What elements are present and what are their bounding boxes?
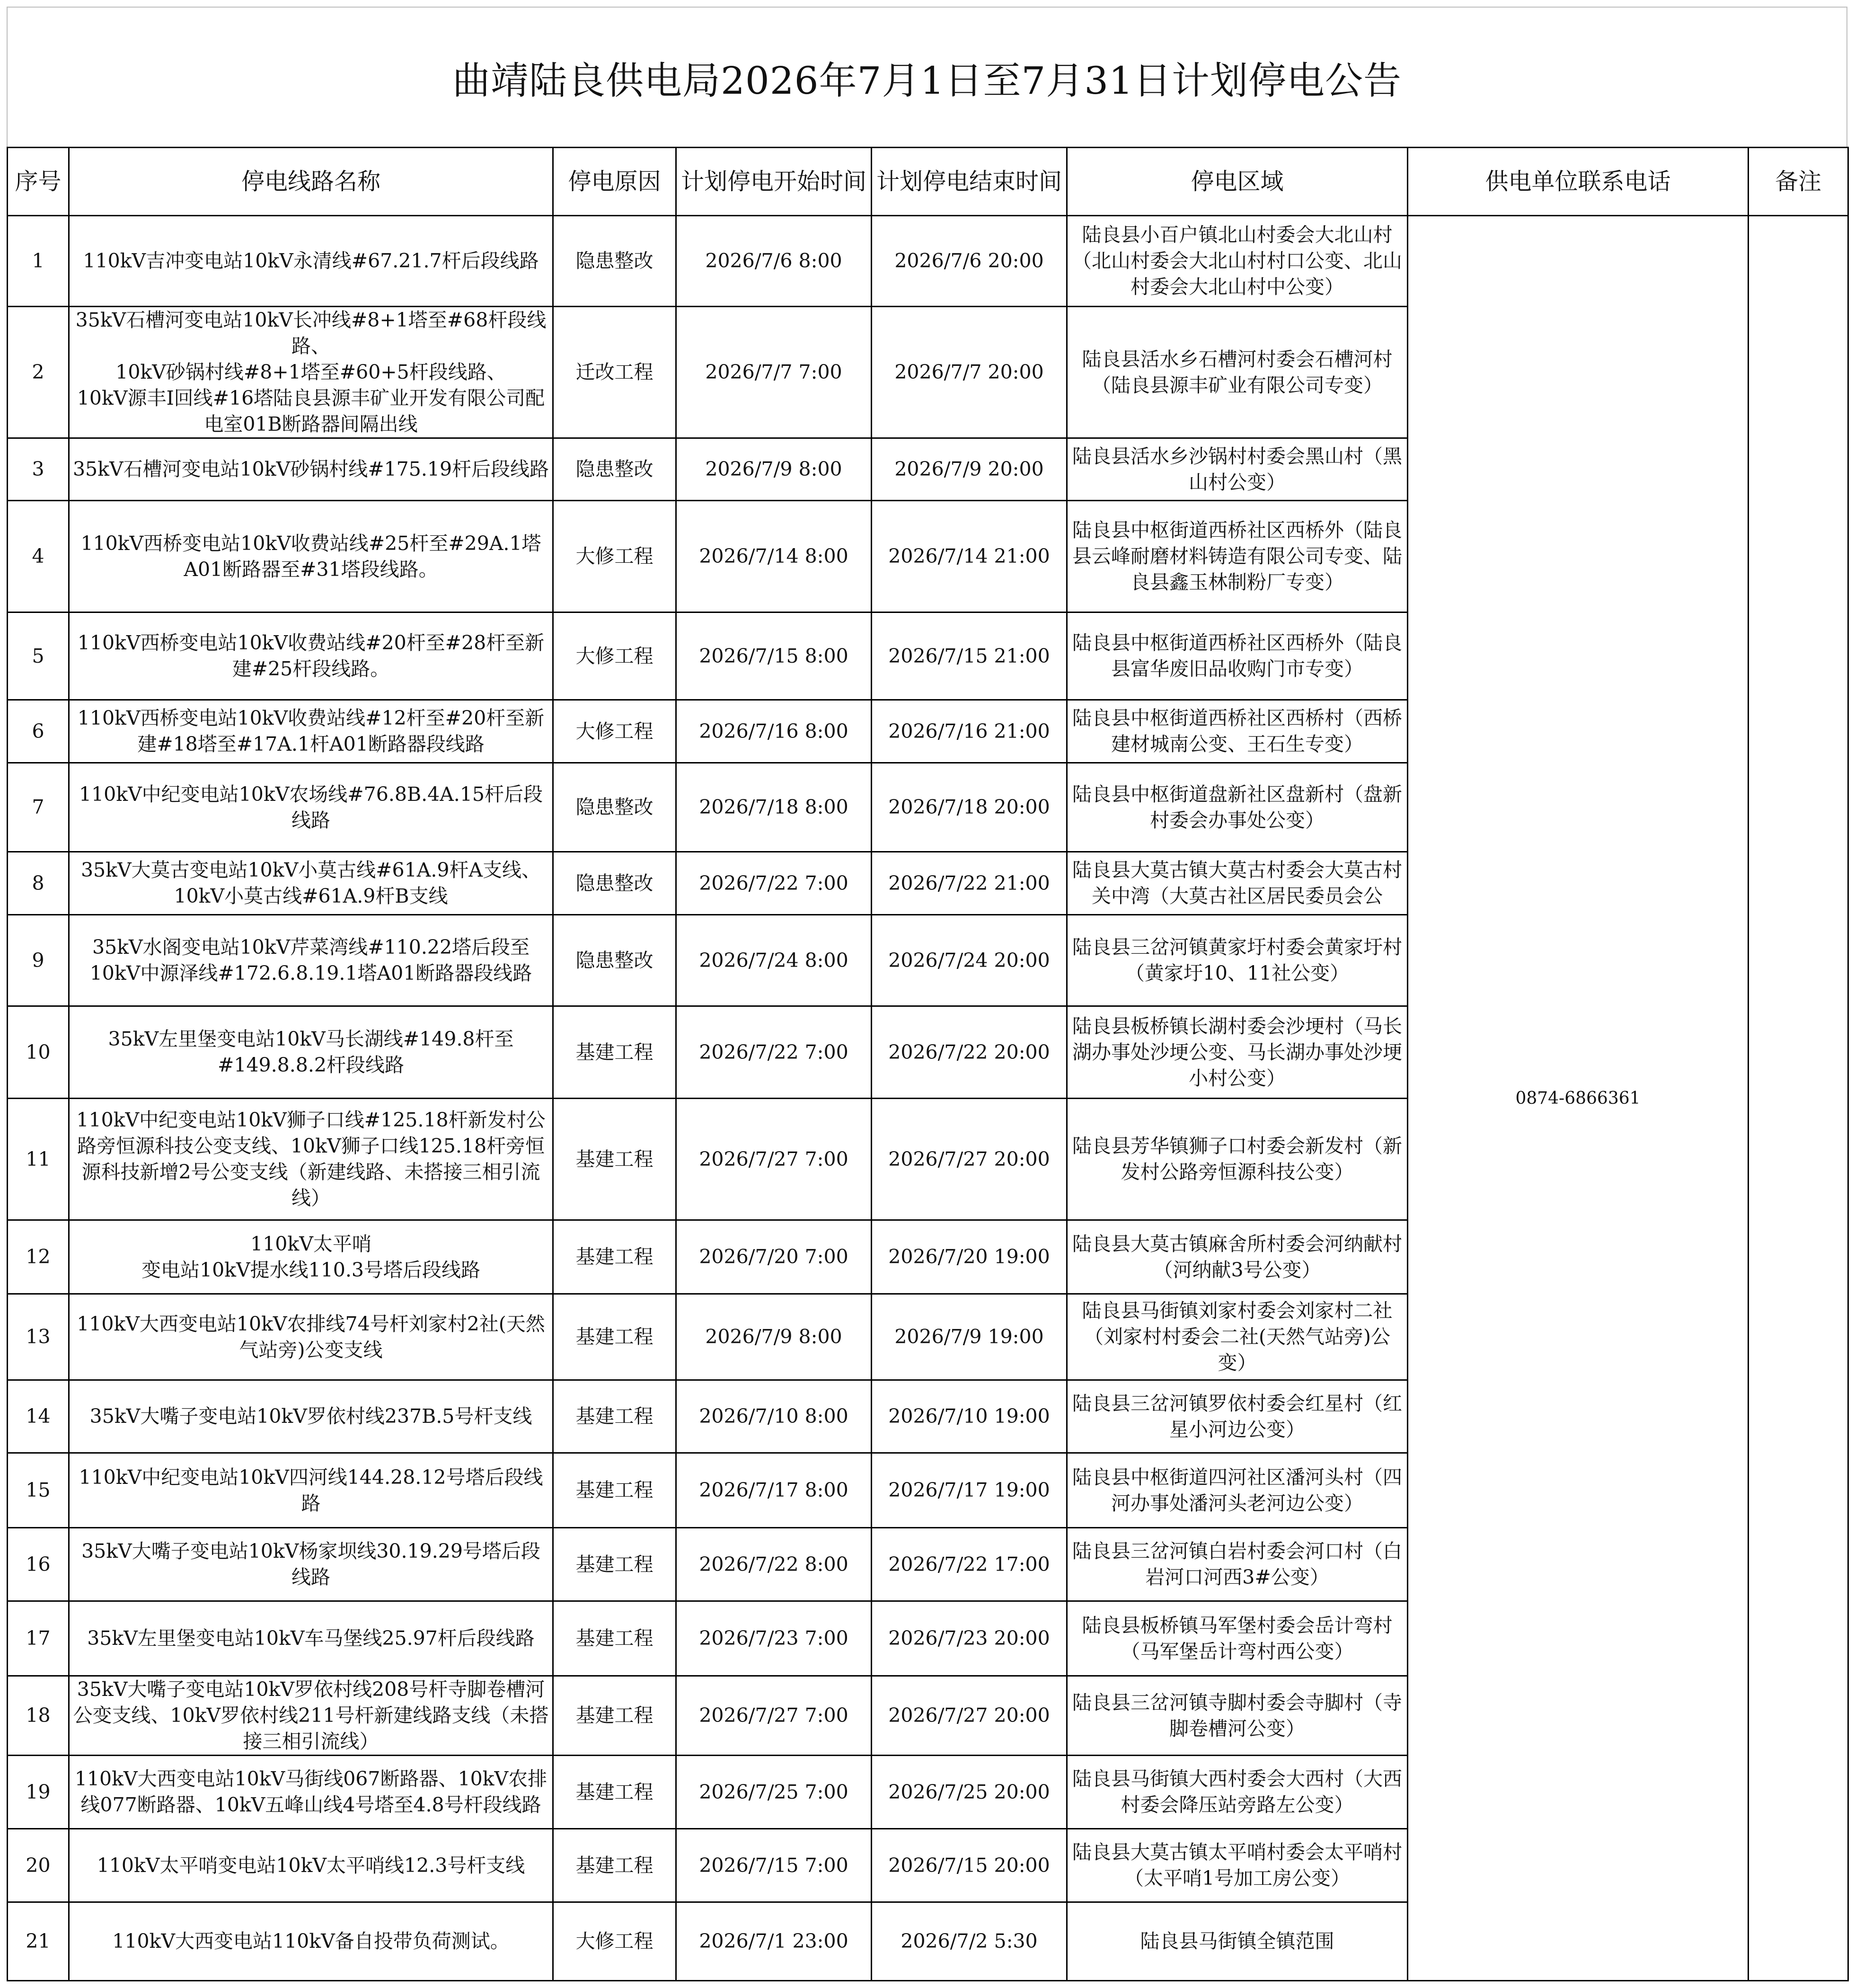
cell-end-time: 2026/7/14 21:00	[872, 501, 1067, 612]
cell-line-name: 110kV太平哨变电站10kV太平哨线12.3号杆支线	[69, 1829, 553, 1902]
header-end: 计划停电结束时间	[872, 148, 1067, 216]
cell-seq: 6	[8, 700, 69, 763]
cell-remark	[1749, 216, 1848, 1981]
cell-seq: 20	[8, 1829, 69, 1902]
cell-start-time: 2026/7/27 7:00	[676, 1099, 872, 1220]
cell-contact-phone: 0874-6866361	[1408, 216, 1749, 1981]
cell-start-time: 2026/7/1 23:00	[676, 1902, 872, 1981]
title-box	[7, 7, 1847, 147]
cell-end-time: 2026/7/18 20:00	[872, 763, 1067, 852]
cell-area: 陆良县小百户镇北山村委会大北山村（北山村委会大北山村村口公变、北山村委会大北山村中公变）	[1067, 216, 1408, 307]
cell-end-time: 2026/7/27 20:00	[872, 1099, 1067, 1220]
cell-seq: 1	[8, 216, 69, 307]
cell-start-time: 2026/7/27 7:00	[676, 1676, 872, 1756]
cell-reason: 基建工程	[553, 1756, 676, 1829]
cell-start-time: 2026/7/23 7:00	[676, 1601, 872, 1676]
cell-seq: 13	[8, 1294, 69, 1380]
cell-reason: 基建工程	[553, 1528, 676, 1601]
cell-area: 陆良县中枢街道西桥社区西桥村（西桥建材城南公变、王石生专变）	[1067, 700, 1408, 763]
cell-reason: 隐患整改	[553, 852, 676, 915]
cell-end-time: 2026/7/20 19:00	[872, 1220, 1067, 1294]
outage-table	[7, 147, 1849, 1981]
cell-area: 陆良县大莫古镇麻舍所村委会河纳献村（河纳献3号公变）	[1067, 1220, 1408, 1294]
cell-line-name: 35kV水阁变电站10kV芹菜湾线#110.22塔后段至10kV中源泽线#172.6.8.19.1塔A01断路器段线路	[69, 915, 553, 1006]
cell-start-time: 2026/7/6 8:00	[676, 216, 872, 307]
cell-reason: 基建工程	[553, 1453, 676, 1528]
cell-reason: 大修工程	[553, 1902, 676, 1981]
cell-reason: 基建工程	[553, 1676, 676, 1756]
cell-area: 陆良县板桥镇长湖村委会沙埂村（马长湖办事处沙埂公变、马长湖办事处沙埂小村公变）	[1067, 1006, 1408, 1099]
cell-area: 陆良县三岔河镇白岩村委会河口村（白岩河口河西3#公变）	[1067, 1528, 1408, 1601]
cell-end-time: 2026/7/25 20:00	[872, 1756, 1067, 1829]
cell-reason: 隐患整改	[553, 438, 676, 501]
table-row	[8, 216, 1848, 307]
cell-seq: 5	[8, 612, 69, 700]
cell-seq: 12	[8, 1220, 69, 1294]
cell-reason: 隐患整改	[553, 216, 676, 307]
cell-reason: 大修工程	[553, 501, 676, 612]
cell-seq: 4	[8, 501, 69, 612]
cell-line-name: 110kV大西变电站110kV备自投带负荷测试。	[69, 1902, 553, 1981]
cell-area: 陆良县中枢街道西桥社区西桥外（陆良县云峰耐磨材料铸造有限公司专变、陆良县鑫玉林制粉厂专变）	[1067, 501, 1408, 612]
cell-seq: 3	[8, 438, 69, 501]
cell-area: 陆良县马街镇刘家村委会刘家村二社（刘家村村委会二社(天然气站旁)公变）	[1067, 1294, 1408, 1380]
cell-end-time: 2026/7/23 20:00	[872, 1601, 1067, 1676]
cell-area: 陆良县大莫古镇太平哨村委会太平哨村（太平哨1号加工房公变）	[1067, 1829, 1408, 1902]
cell-line-name: 110kV西桥变电站10kV收费站线#25杆至#29A.1塔A01断路器至#31塔段线路。	[69, 501, 553, 612]
cell-line-name: 110kV西桥变电站10kV收费站线#20杆至#28杆至新建#25杆段线路。	[69, 612, 553, 700]
header-start: 计划停电开始时间	[676, 148, 872, 216]
cell-line-name: 110kV大西变电站10kV农排线74号杆刘家村2社(天然气站旁)公变支线	[69, 1294, 553, 1380]
cell-start-time: 2026/7/17 8:00	[676, 1453, 872, 1528]
cell-line-name: 35kV石槽河变电站10kV砂锅村线#175.19杆后段线路	[69, 438, 553, 501]
cell-start-time: 2026/7/22 7:00	[676, 1006, 872, 1099]
cell-reason: 大修工程	[553, 612, 676, 700]
cell-start-time: 2026/7/15 8:00	[676, 612, 872, 700]
cell-line-name: 35kV大嘴子变电站10kV罗依村线237B.5号杆支线	[69, 1380, 553, 1453]
cell-end-time: 2026/7/9 19:00	[872, 1294, 1067, 1380]
cell-end-time: 2026/7/9 20:00	[872, 438, 1067, 501]
cell-line-name: 35kV大嘴子变电站10kV杨家坝线30.19.29号塔后段线路	[69, 1528, 553, 1601]
cell-seq: 10	[8, 1006, 69, 1099]
cell-end-time: 2026/7/22 17:00	[872, 1528, 1067, 1601]
cell-area: 陆良县三岔河镇寺脚村委会寺脚村（寺脚卷槽河公变）	[1067, 1676, 1408, 1756]
header-reason: 停电原因	[553, 148, 676, 216]
cell-area: 陆良县板桥镇马军堡村委会岳计弯村（马军堡岳计弯村西公变）	[1067, 1601, 1408, 1676]
cell-reason: 基建工程	[553, 1829, 676, 1902]
cell-area: 陆良县中枢街道西桥社区西桥外（陆良县富华废旧品收购门市专变）	[1067, 612, 1408, 700]
header-line: 停电线路名称	[69, 148, 553, 216]
cell-seq: 17	[8, 1601, 69, 1676]
cell-seq: 18	[8, 1676, 69, 1756]
cell-line-name: 35kV左里堡变电站10kV马长湖线#149.8杆至#149.8.8.2杆段线路	[69, 1006, 553, 1099]
header-area: 停电区域	[1067, 148, 1408, 216]
cell-seq: 15	[8, 1453, 69, 1528]
cell-end-time: 2026/7/17 19:00	[872, 1453, 1067, 1528]
header-row	[8, 148, 1848, 216]
cell-end-time: 2026/7/15 21:00	[872, 612, 1067, 700]
notice-sheet	[7, 7, 1847, 1980]
cell-line-name: 110kV中纪变电站10kV农场线#76.8B.4A.15杆后段线路	[69, 763, 553, 852]
cell-seq: 2	[8, 307, 69, 438]
cell-reason: 基建工程	[553, 1601, 676, 1676]
cell-line-name: 110kV吉冲变电站10kV永清线#67.21.7杆后段线路	[69, 216, 553, 307]
cell-reason: 基建工程	[553, 1220, 676, 1294]
cell-seq: 19	[8, 1756, 69, 1829]
cell-line-name: 35kV石槽河变电站10kV长冲线#8+1塔至#68杆段线路、 10kV砂锅村线#8+1塔至#60+5杆段线路、 10kV源丰Ⅰ回线#16塔陆良县源丰矿业开发有限公司配电室01B断路器间隔出线	[69, 307, 553, 438]
cell-start-time: 2026/7/16 8:00	[676, 700, 872, 763]
cell-start-time: 2026/7/22 7:00	[676, 852, 872, 915]
cell-area: 陆良县三岔河镇罗依村委会红星村（红星小河边公变）	[1067, 1380, 1408, 1453]
cell-reason: 隐患整改	[553, 763, 676, 852]
page-title: 曲靖陆良供电局2026年7月1日至7月31日计划停电公告	[452, 58, 1402, 103]
cell-seq: 16	[8, 1528, 69, 1601]
cell-seq: 14	[8, 1380, 69, 1453]
cell-start-time: 2026/7/18 8:00	[676, 763, 872, 852]
cell-line-name: 110kV中纪变电站10kV狮子口线#125.18杆新发村公路旁恒源科技公变支线、10kV狮子口线125.18杆旁恒源科技新增2号公变支线（新建线路、未搭接三相引流线）	[69, 1099, 553, 1220]
cell-line-name: 35kV左里堡变电站10kV车马堡线25.97杆后段线路	[69, 1601, 553, 1676]
cell-reason: 隐患整改	[553, 915, 676, 1006]
cell-reason: 基建工程	[553, 1006, 676, 1099]
cell-end-time: 2026/7/24 20:00	[872, 915, 1067, 1006]
header-seq: 序号	[8, 148, 69, 216]
cell-seq: 11	[8, 1099, 69, 1220]
cell-start-time: 2026/7/25 7:00	[676, 1756, 872, 1829]
cell-start-time: 2026/7/9 8:00	[676, 438, 872, 501]
cell-start-time: 2026/7/7 7:00	[676, 307, 872, 438]
cell-line-name: 110kV西桥变电站10kV收费站线#12杆至#20杆至新建#18塔至#17A.1杆A01断路器段线路	[69, 700, 553, 763]
cell-end-time: 2026/7/15 20:00	[872, 1829, 1067, 1902]
cell-start-time: 2026/7/20 7:00	[676, 1220, 872, 1294]
cell-reason: 基建工程	[553, 1099, 676, 1220]
cell-reason: 迁改工程	[553, 307, 676, 438]
cell-area: 陆良县马街镇大西村委会大西村（大西村委会降压站旁路左公变）	[1067, 1756, 1408, 1829]
cell-end-time: 2026/7/10 19:00	[872, 1380, 1067, 1453]
cell-seq: 9	[8, 915, 69, 1006]
cell-end-time: 2026/7/6 20:00	[872, 216, 1067, 307]
cell-end-time: 2026/7/22 21:00	[872, 852, 1067, 915]
cell-start-time: 2026/7/22 8:00	[676, 1528, 872, 1601]
cell-line-name: 110kV中纪变电站10kV四河线144.28.12号塔后段线路	[69, 1453, 553, 1528]
cell-end-time: 2026/7/22 20:00	[872, 1006, 1067, 1099]
cell-area: 陆良县中枢街道四河社区潘河头村（四河办事处潘河头老河边公变）	[1067, 1453, 1408, 1528]
cell-line-name: 110kV大西变电站10kV马街线067断路器、10kV农排线077断路器、10kV五峰山线4号塔至4.8号杆段线路	[69, 1756, 553, 1829]
cell-area: 陆良县中枢街道盘新社区盘新村（盘新村委会办事处公变）	[1067, 763, 1408, 852]
cell-seq: 8	[8, 852, 69, 915]
cell-area: 陆良县芳华镇狮子口村委会新发村（新发村公路旁恒源科技公变）	[1067, 1099, 1408, 1220]
cell-area: 陆良县活水乡石槽河村委会石槽河村（陆良县源丰矿业有限公司专变）	[1067, 307, 1408, 438]
cell-start-time: 2026/7/9 8:00	[676, 1294, 872, 1380]
cell-end-time: 2026/7/16 21:00	[872, 700, 1067, 763]
cell-reason: 基建工程	[553, 1380, 676, 1453]
cell-reason: 大修工程	[553, 700, 676, 763]
cell-start-time: 2026/7/14 8:00	[676, 501, 872, 612]
cell-start-time: 2026/7/24 8:00	[676, 915, 872, 1006]
cell-end-time: 2026/7/7 20:00	[872, 307, 1067, 438]
cell-seq: 7	[8, 763, 69, 852]
cell-start-time: 2026/7/10 8:00	[676, 1380, 872, 1453]
cell-line-name: 35kV大莫古变电站10kV小莫古线#61A.9杆A支线、 10kV小莫古线#61A.9杆B支线	[69, 852, 553, 915]
cell-end-time: 2026/7/27 20:00	[872, 1676, 1067, 1756]
cell-seq: 21	[8, 1902, 69, 1981]
cell-line-name: 110kV太平哨 变电站10kV提水线110.3号塔后段线路	[69, 1220, 553, 1294]
cell-area: 陆良县大莫古镇大莫古村委会大莫古村关中湾（大莫古社区居民委员会公	[1067, 852, 1408, 915]
header-remark: 备注	[1749, 148, 1848, 216]
header-phone: 供电单位联系电话	[1408, 148, 1749, 216]
cell-start-time: 2026/7/15 7:00	[676, 1829, 872, 1902]
cell-area: 陆良县三岔河镇黄家圩村委会黄家圩村（黄家圩10、11社公变）	[1067, 915, 1408, 1006]
cell-area: 陆良县活水乡沙锅村村委会黑山村（黑山村公变）	[1067, 438, 1408, 501]
cell-reason: 基建工程	[553, 1294, 676, 1380]
cell-end-time: 2026/7/2 5:30	[872, 1902, 1067, 1981]
cell-line-name: 35kV大嘴子变电站10kV罗依村线208号杆寺脚卷槽河公变支线、10kV罗依村线211号杆新建线路支线（未搭接三相引流线）	[69, 1676, 553, 1756]
cell-area: 陆良县马街镇全镇范围	[1067, 1902, 1408, 1981]
